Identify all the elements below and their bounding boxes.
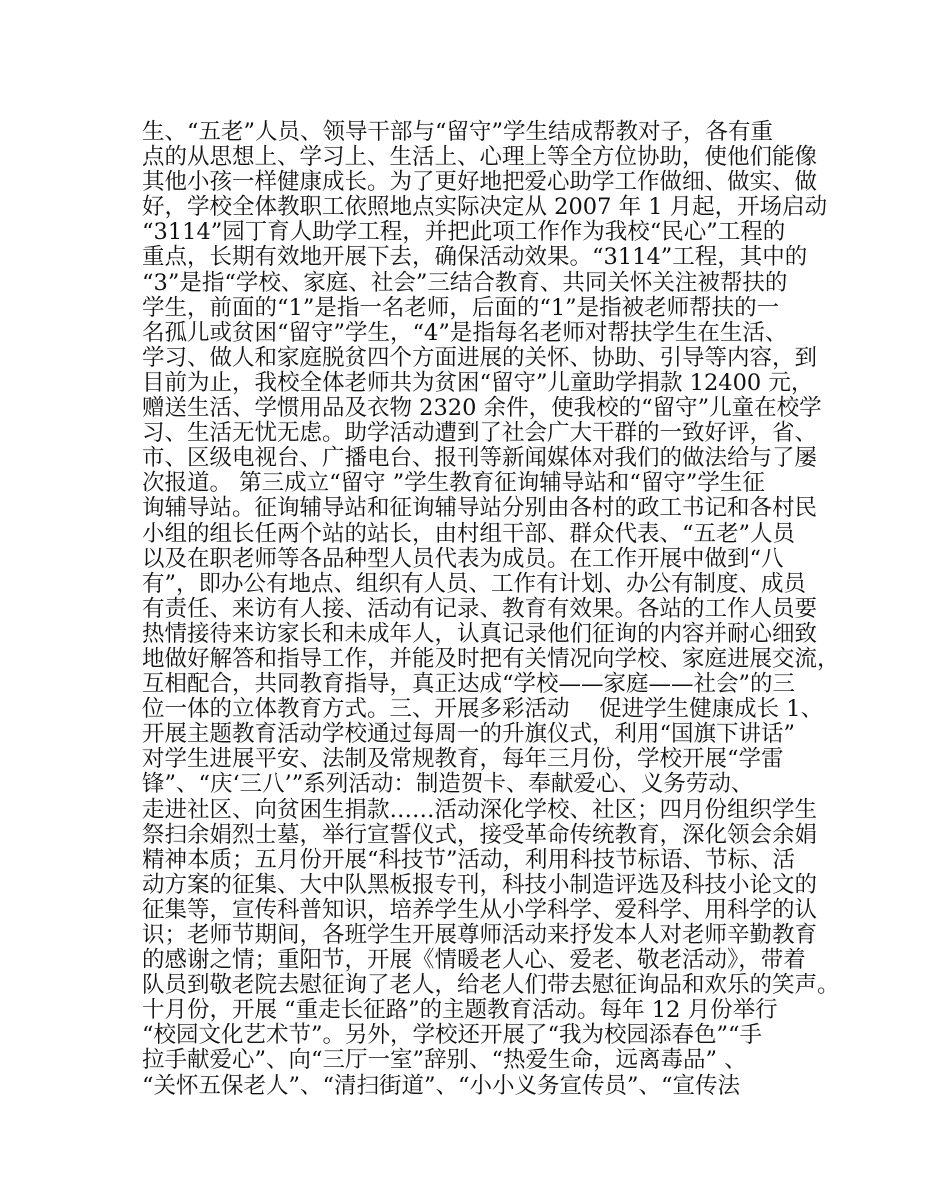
body-text [142, 119, 840, 1099]
text-line: 祭扫余娟烈士墓，举行宣誓仪式，接受革命传统教育，深化领会余娟 [142, 821, 818, 848]
text-line: 其他小孩一样健康成长。为了更好地把爱心助学工作做细、做实、做 [142, 169, 818, 196]
text-line: 以及在职老师等各品种型人员代表为成员。在工作开展中做到“八 [142, 545, 784, 572]
text-line: 队员到敬老院去慰征询了老人，给老人们带去慰征询品和欢乐的笑声。 [142, 972, 840, 999]
text-line: 对学生进展平安、法制及常规教育，每年三月份，学校开展“学雷 [142, 746, 784, 773]
text-line: 重点，长期有效地开展下去，确保活动效果。“3114”工程，其中的 [142, 244, 808, 271]
text-line: 小组的组长任两个站的站长，由村组干部、群众代表、“五老”人员 [142, 520, 796, 547]
text-line: “3114”园丁育人助学工程，并把此项工作作为我校“民心”工程的 [142, 219, 786, 246]
text-line: “校园文化艺术节”。另外，学校还开展了“我为校园添春色”“手 [142, 1022, 763, 1049]
text-line: 征集等，宣传科普知识，培养学生从小学科学、爱科学、用科学的认 [142, 896, 818, 923]
text-line: 有”，即办公有地点、组织有人员、工作有计划、办公有制度、成员 [142, 570, 807, 597]
text-line: 好，学校全体教职工依照地点实际决定从 2007 年 1 月起，开场启动 [142, 194, 828, 221]
text-line: 位一体的立体教育方式。三、开展多彩活动 促进学生健康成长 1、 [142, 696, 824, 723]
text-line: 动方案的征集、大中队黑板报专刊，科技小制造评选及科技小论文的 [142, 871, 818, 898]
text-line: 学生，前面的“1”是指一名老师，后面的“1”是指被老师帮扶的一 [142, 294, 780, 321]
text-line: 热情接待来访家长和未成年人，认真记录他们征询的内容并耐心细致 [142, 620, 818, 647]
text-line: 十月份，开展 “重走长征路”的主题教育活动。每年 12 月份举行 [142, 997, 778, 1024]
text-line: 识；老师节期间，各班学生开展尊师活动来抒发本人对老师辛勤教育 [142, 922, 818, 948]
text-line: 开展主题教育活动学校通过每周一的升旗仪式，利用“国旗下讲话” [142, 721, 796, 748]
text-line: 次报道。 第三成立“留守 ”学生教育征询辅导站和“留守”学生征 [142, 470, 765, 497]
text-line: 询辅导站。征询辅导站和征询辅导站分别由各村的政工书记和各村民 [142, 495, 818, 522]
text-line: 习、生活无忧无虑。助学活动遭到了社会广大干群的一致好评，省、 [142, 420, 818, 447]
text-line: 精神本质；五月份开展“科技节”活动，利用科技节标语、节标、活 [142, 846, 796, 873]
text-line: 学习、做人和家庭脱贫四个方面进展的关怀、协助、引导等内容，到 [142, 344, 818, 371]
text-line: 的感谢之情；重阳节，开展《情暖老人心、爱老、敬老活动》，带着 [142, 947, 806, 974]
text-line: 赠送生活、学惯用品及衣物 2320 余件，使我校的“留守”儿童在校学 [142, 395, 822, 422]
text-line: 名孤儿或贫困“留守”学生，“4”是指每名老师对帮扶学生在生活、 [142, 319, 788, 346]
text-line: 走进社区、向贫困生捐款……活动深化学校、社区；四月份组织学生 [142, 796, 818, 823]
text-line: 有责任、来访有人接、活动有记录、教育有效果。各站的工作人员要 [142, 595, 818, 622]
text-line: 地做好解答和指导工作，并能及时把有关情况向学校、家庭进展交流， [142, 645, 840, 672]
text-line: 互相配合，共同教育指导，真正达成“学校——家庭——社会”的三 [142, 671, 796, 698]
text-line: 生、“五老”人员、领导干部与“留守”学生结成帮教对子，各有重 [142, 119, 774, 145]
text-line: 锋”、“庆‘三八’”系列活动：制造贺卡、奉献爱心、义务劳动、 [142, 771, 754, 798]
text-line: 市、区级电视台、广播电台、报刊等新闻媒体对我们的做法给与了屡 [142, 445, 818, 472]
text-line: 目前为止，我校全体老师共为贫困“留守”儿童助学捐款 12400 元， [142, 369, 814, 396]
text-line: 拉手献爱心”、向“三厅一室”辞别、“热爱生命，远离毒品” 、 [142, 1047, 747, 1074]
text-line: 点的从思想上、学习上、生活上、心理上等全方位协助，使他们能像 [142, 144, 818, 171]
text-line: “关怀五保老人”、“清扫街道”、“小小义务宣传员”、“宣传法 [142, 1072, 741, 1099]
text-line: “3”是指“学校、家庭、社会”三结合教育、共同关怀关注被帮扶的 [142, 269, 788, 296]
